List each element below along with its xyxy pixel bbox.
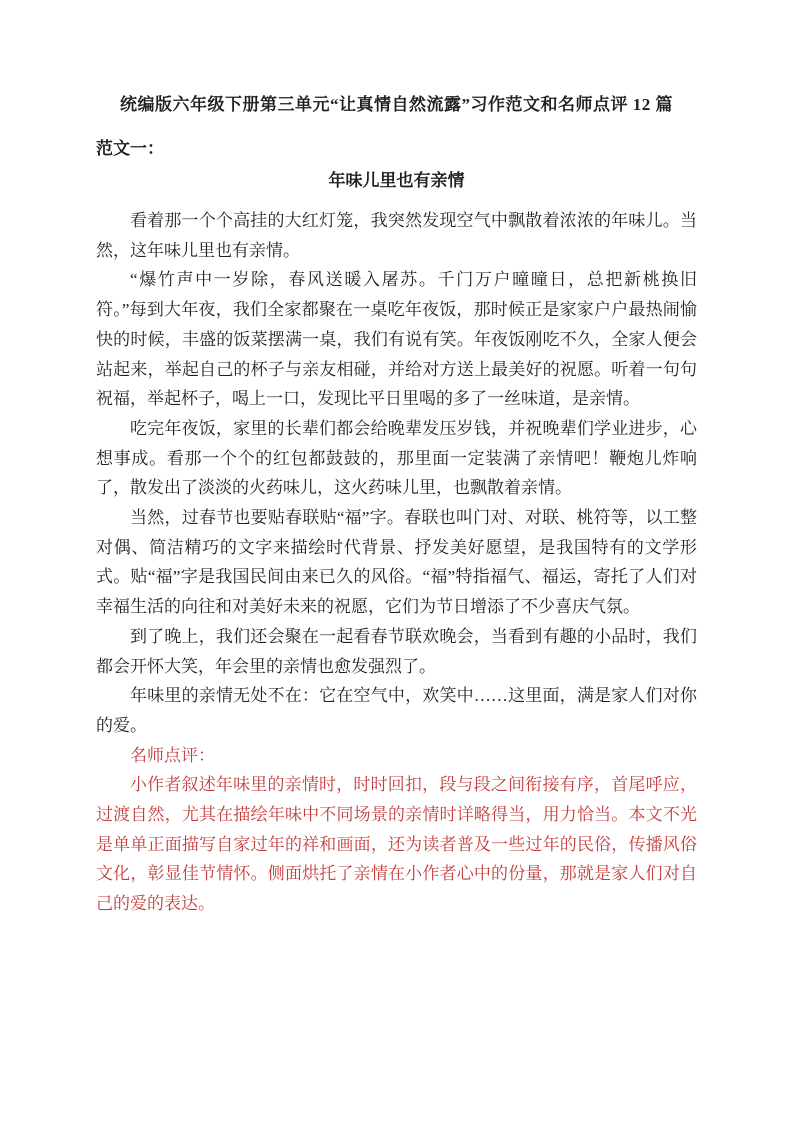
essay-paragraph-2: “爆竹声中一岁除，春风送暖入屠苏。千门万户曈曈日，总把新桃换旧符。”每到大年夜，我们全家都聚在一桌吃年夜饭，那时候正是家家户户最热闹愉快的时候，丰盛的饭菜摆满一桌，我们有说有笑。年夜饭刚吃不久，全家人便会站起来，举起自己的杯子与亲友相碰，并给对方送上最美好的祝愿。听着一句句祝福，举起杯子，喝上一口，发现比平日里喝的多了一丝味道，是亲情。 [96,270,697,409]
essay-paragraph-4: 当然，过春节也要贴春联贴“福”字。春联也叫门对、对联、桃符等，以工整对偶、简洁精巧的文字来描绘时代背景、抒发美好愿望，是我国特有的文学形式。贴“福”字是我国民间由来已久的风俗。“福”特指福气、福运，寄托了人们对幸福生活的向往和对美好未来的祝愿，它们为节日增添了不少喜庆气氛。 [96,508,697,617]
essay-paragraph-1: 看着那一个个高挂的大红灯笼，我突然发现空气中飘散着浓浓的年味儿。当然，这年味儿里也有亲情。 [96,211,697,260]
essay-paragraph-3: 吃完年夜饭，家里的长辈们都会给晚辈发压岁钱，并祝晚辈们学业进步，心想事成。看那一个个的红包都鼓鼓的，那里面一定装满了亲情吧！鞭炮儿炸响了，散发出了淡淡的火药味儿，这火药味儿里，也飘散着亲情。 [96,418,697,498]
document-title: 统编版六年级下册第三单元“让真情自然流露”习作范文和名师点评 12 篇 [120,95,673,114]
essay-title: 年味儿里也有亲情 [328,171,465,190]
essay-paragraph-6: 年味里的亲情无处不在：它在空气中，欢笑中……这里面，满是家人们对你的爱。 [96,686,697,735]
essay-paragraph-5: 到了晚上，我们还会聚在一起看春节联欢晚会，当看到有趣的小品时，我们都会开怀大笑，年会里的亲情也愈发强烈了。 [96,626,697,676]
essay-body [96,206,697,741]
teacher-comment-text: 小作者叙述年味里的亲情时，时时回扣，段与段之间衔接有序，首尾呼应，过渡自然，尤其在描绘年味中不同场景的亲情时详略得当，用力恰当。本文不光是单单正面描写自家过年的祥和画面，还为读者普及一些过年的民俗，传播风俗文化，彰显佳节情怀。侧面烘托了亲情在小作者心中的份量，那就是家人们对自己的爱的表达。 [96,775,697,914]
section-label: 范文一： [96,139,164,158]
teacher-comment-heading: 名师点评： [130,745,215,765]
teacher-comment-section [96,741,697,919]
